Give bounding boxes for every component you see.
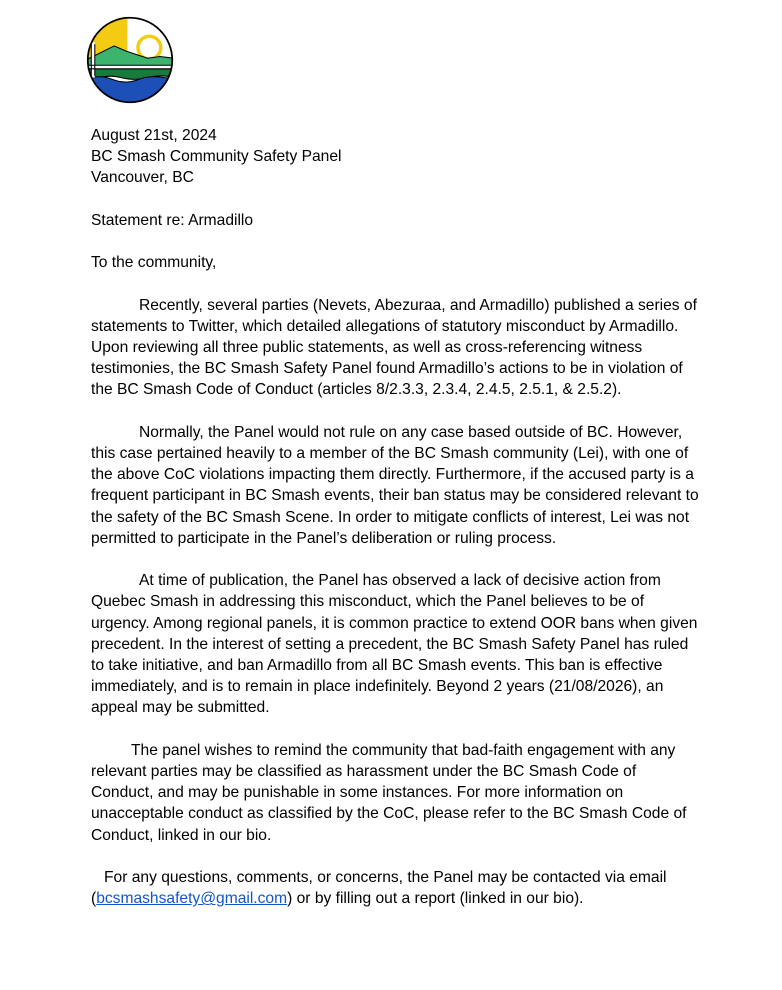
bc-smash-logo-icon [86, 16, 174, 104]
email-link[interactable]: bcsmashsafety@gmail.com [96, 890, 288, 908]
organization-line: BC Smash Community Safety Panel [91, 148, 342, 166]
paragraph-ruling: At time of publication, the Panel has observed a lack of decisive action from Quebec Smash in addressing this misconduct, which the Panel believes to be of urgency. Among regional panels, it is common practice to extend OOR bans when given precedent. In the interest of setting a precedent, the BC Smash Safety Panel has ruled to take initiative, and ban Armadillo from all BC Smash events. This ban is effective immediately, and is to remain in place indefinitely. Beyond 2 years (21/08/2026), an appeal may be submitted. [91, 572, 698, 717]
salutation: To the community, [91, 254, 217, 272]
paragraph-reminder: The panel wishes to remind the community that bad-faith engagement with any relevant parties may be classified as harassment under the BC Smash Code of Conduct, and may be punishable in some instances. For more information on unacceptable conduct as classified by the CoC, please refer to the BC Smash Code of Conduct, linked in our bio. [91, 741, 687, 844]
contact-text-before: For any questions, comments, or concerns, the Panel may be contacted via email ( [91, 869, 667, 908]
statement-document [91, 125, 701, 909]
paragraph-jurisdiction: Normally, the Panel would not rule on any case based outside of BC. However, this case pertained heavily to a member of the BC Smash community (Lei), with one of the above CoC violations impacting them directly. Furthermore, if the accused party is a frequent participant in BC Smash events, their ban status may be considered relevant to the safety of the BC Smash Scene. In order to mitigate conflicts of interest, Lei was not permitted to participate in the Panel’s deliberation or ruling process. [91, 423, 699, 547]
paragraph-contact [91, 867, 701, 909]
location-line: Vancouver, BC [91, 169, 194, 187]
date-line: August 21st, 2024 [91, 127, 217, 144]
subject-line: Statement re: Armadillo [91, 211, 254, 229]
paragraph-findings: Recently, several parties (Nevets, Abezuraa, and Armadillo) published a series of statements to Twitter, which detailed allegations of statutory misconduct by Armadillo. Upon reviewing all three public statements, as well as cross-referencing witness testimonies, the BC Smash Safety Panel found Armadillo’s actions to be in violation of the BC Smash Code of Conduct (articles 8/2.3.3, 2.3.4, 2.4.5, 2.5.1, & 2.5.2). [91, 296, 697, 399]
contact-text-after: ) or by filling out a report (linked in our bio). [287, 890, 584, 908]
